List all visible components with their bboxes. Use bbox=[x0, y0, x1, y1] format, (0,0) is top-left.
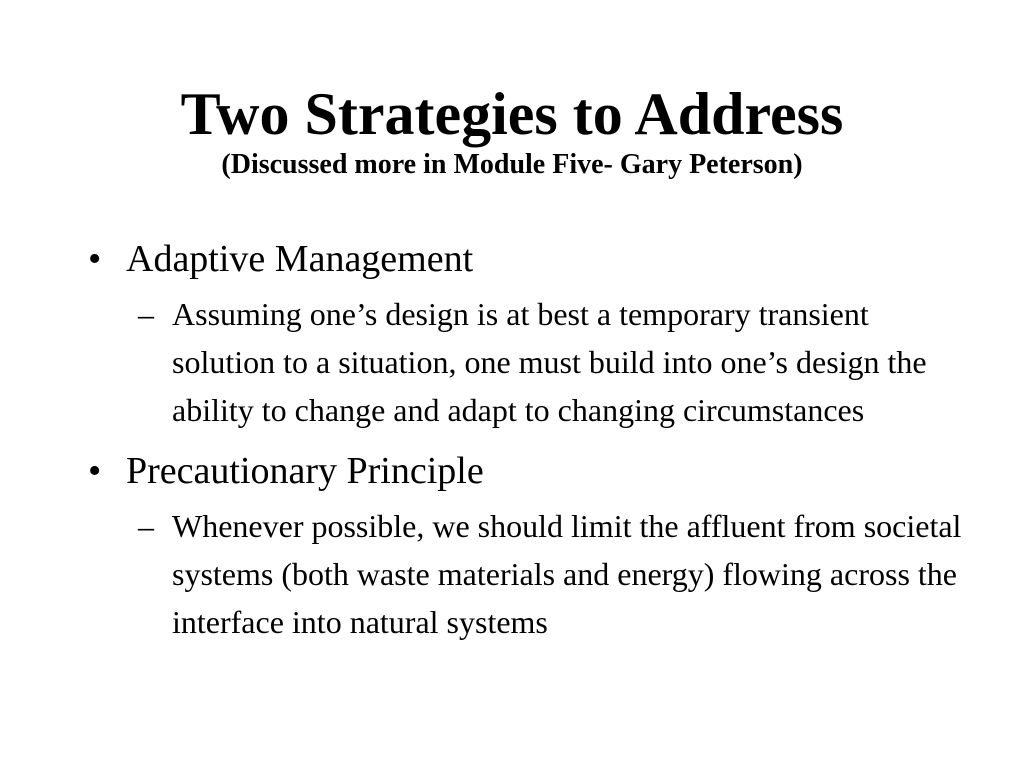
bullet-label: Precautionary Principle bbox=[126, 450, 484, 492]
sub-bullet-text: Assuming one’s design is at best a temporary transient solution to a situation, one must build into one’s design the ability to change and adapt to changing circumstances bbox=[172, 296, 927, 428]
bullet-item bbox=[88, 234, 968, 434]
bullet-item bbox=[88, 446, 968, 646]
bullet-marker: • bbox=[88, 450, 102, 492]
bullet-precautionary-principle bbox=[88, 446, 968, 496]
sub-bullet-marker: – bbox=[138, 296, 154, 332]
sub-bullet-marker: – bbox=[138, 508, 154, 544]
sub-bullet-adaptive-detail bbox=[88, 290, 968, 434]
sub-bullet-text: Whenever possible, we should limit the affluent from societal systems (both waste materials and energy) flowing across the interface into natural systems bbox=[172, 508, 962, 640]
slide-subtitle: (Discussed more in Module Five- Gary Peterson) bbox=[221, 149, 803, 180]
bullet-adaptive-management bbox=[88, 234, 968, 284]
slide-body bbox=[88, 234, 968, 658]
bullet-marker: • bbox=[88, 238, 102, 280]
title-block bbox=[0, 80, 1024, 182]
sub-bullet-precautionary-detail bbox=[88, 502, 968, 646]
slide-title: Two Strategies to Address bbox=[180, 81, 844, 147]
bullet-label: Adaptive Management bbox=[126, 238, 474, 280]
